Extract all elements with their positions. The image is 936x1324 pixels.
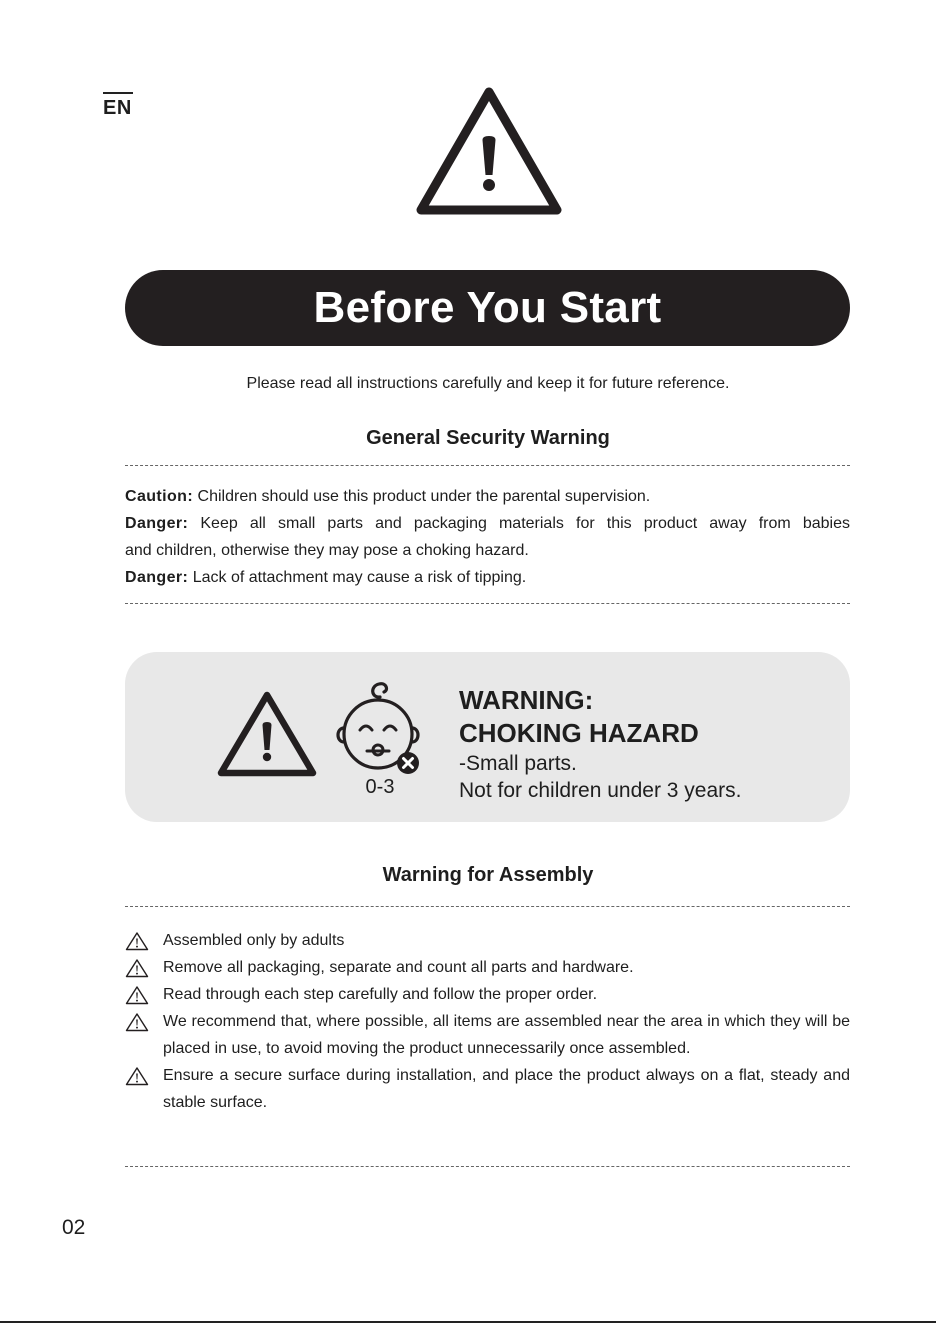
divider	[125, 465, 850, 466]
age-label: 0-3	[365, 776, 395, 798]
list-item-text: Assembled only by adults	[163, 932, 345, 949]
caution-text: Children should use this product under the parental supervision.	[193, 488, 651, 505]
divider	[125, 1166, 850, 1167]
general-warning-heading: General Security Warning	[366, 427, 610, 449]
danger-line	[125, 510, 850, 537]
danger-label: Danger:	[125, 569, 189, 586]
list-item	[125, 1008, 850, 1062]
small-warning-triangle-icon	[125, 1066, 149, 1086]
warning-triangle-icon	[215, 688, 319, 780]
list-item	[125, 1062, 850, 1116]
language-indicator	[103, 92, 133, 120]
list-item-text: We recommend that, where possible, all items are assembled near the area in which they will be placed in use, to avoid moving the product unnecessarily once assembled.	[163, 1013, 850, 1057]
danger-text: Keep all small parts and packaging materials for this product away from babies	[188, 515, 850, 532]
assembly-warning-heading: Warning for Assembly	[382, 864, 594, 886]
language-label: EN	[103, 97, 132, 119]
age-restriction-text: Not for children under 3 years.	[459, 779, 742, 802]
danger-text: Lack of attachment may cause a risk of tipping.	[188, 569, 527, 586]
assembly-warning-list	[125, 927, 850, 1116]
title-banner	[125, 270, 850, 346]
intro-text: Please read all instructions carefully and keep it for future reference.	[246, 375, 730, 392]
caution-label: Caution:	[125, 488, 194, 505]
language-overline	[103, 92, 133, 94]
general-warning-body	[125, 483, 850, 591]
danger-line-continued: and children, otherwise they may pose a choking hazard.	[125, 542, 529, 559]
small-parts-text: -Small parts.	[459, 752, 577, 775]
list-item-text: Ensure a secure surface during installation, and place the product always on a flat, steady and stable surface.	[163, 1067, 850, 1111]
danger-label: Danger:	[125, 515, 189, 532]
choking-hazard-title: CHOKING HAZARD	[459, 718, 699, 748]
small-warning-triangle-icon	[125, 931, 149, 951]
choking-warning-title: WARNING:	[459, 685, 594, 715]
page-number: 02	[62, 1216, 86, 1239]
list-item	[125, 954, 850, 981]
caution-line	[125, 483, 850, 510]
list-item	[125, 981, 850, 1008]
small-warning-triangle-icon	[125, 985, 149, 1005]
choking-hazard-text	[459, 684, 741, 804]
list-item-text: Read through each step carefully and follow the proper order.	[163, 986, 598, 1003]
small-warning-triangle-icon	[125, 1012, 149, 1032]
small-warning-triangle-icon	[125, 958, 149, 978]
baby-face-icon	[330, 678, 430, 778]
footer-rule	[0, 1321, 936, 1323]
divider	[125, 603, 850, 604]
divider	[125, 906, 850, 907]
page-title: Before You Start	[313, 283, 662, 332]
list-item-text: Remove all packaging, separate and count all parts and hardware.	[163, 959, 634, 976]
list-item	[125, 927, 850, 954]
warning-triangle-icon	[413, 83, 565, 217]
danger-line	[125, 564, 850, 591]
